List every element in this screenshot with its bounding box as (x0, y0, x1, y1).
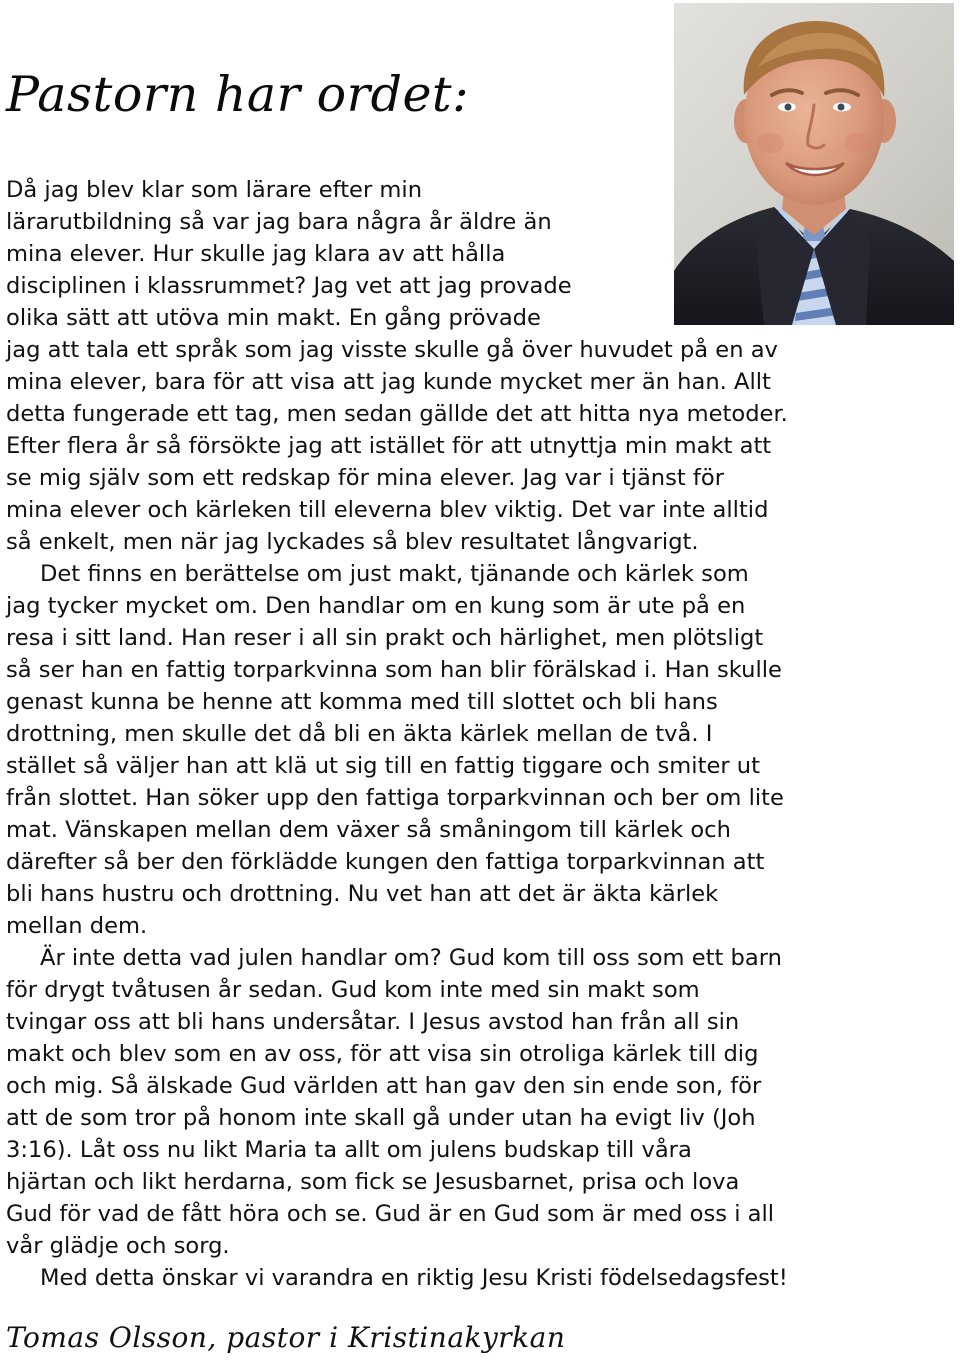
text-line: disciplinen i klassrummet? Jag vet att jag provade (6, 273, 572, 299)
text-line: tvingar oss att bli hans undersåtar. I Jesus avstod han från all sin (6, 1009, 740, 1035)
page-title: Pastorn har ordet: (6, 66, 470, 123)
paragraph-4 (6, 1262, 954, 1294)
text-line: därefter så ber den förklädde kungen den fattiga torparkvinnan att (6, 849, 765, 875)
text-line: 3:16). Låt oss nu likt Maria ta allt om julens budskap till våra (6, 1137, 692, 1163)
text-line: mellan dem. (6, 913, 148, 939)
text-line: resa i sitt land. Han reser i all sin prakt och härlighet, men plötsligt (6, 625, 764, 651)
text-line: se mig själv som ett redskap för mina elever. Jag var i tjänst för (6, 465, 725, 491)
text-line: Med detta önskar vi varandra en riktig Jesu Kristi födelsedagsfest! (40, 1265, 788, 1291)
text-line: mat. Vänskapen mellan dem växer så småningom till kärlek och (6, 817, 731, 843)
text-line: så enkelt, men när jag lyckades så blev resultatet långvarigt. (6, 529, 699, 555)
article-body (6, 174, 954, 1294)
text-line: mina elever. Hur skulle jag klara av att hålla (6, 241, 506, 267)
author-signature: Tomas Olsson, pastor i Kristinakyrkan (6, 1321, 566, 1354)
text-line: bli hans hustru och drottning. Nu vet han att det är äkta kärlek (6, 881, 719, 907)
text-line: hjärtan och likt herdarna, som fick se Jesusbarnet, prisa och lova (6, 1169, 740, 1195)
text-line: Det finns en berättelse om just makt, tjänande och kärlek som (40, 561, 749, 587)
text-line: stället så väljer han att klä ut sig till en fattig tiggare och smiter ut (6, 753, 760, 779)
text-line: jag tycker mycket om. Den handlar om en kung som är ute på en (6, 593, 746, 619)
text-line: vår glädje och sorg. (6, 1233, 230, 1259)
text-line: för drygt tvåtusen år sedan. Gud kom inte med sin makt som (6, 977, 700, 1003)
text-line: Efter flera år så försökte jag att istället för att utnyttja min makt att (6, 433, 772, 459)
text-line: och mig. Så älskade Gud världen att han gav den sin ende son, för (6, 1073, 762, 1099)
text-line: lärarutbildning så var jag bara några år äldre än (6, 209, 552, 235)
text-line: att de som tror på honom inte skall gå under utan ha evigt liv (Joh (6, 1105, 756, 1131)
text-line: makt och blev som en av oss, för att visa sin otroliga kärlek till dig (6, 1041, 759, 1067)
text-line: jag att tala ett språk som jag visste skulle gå över huvudet på en av (6, 337, 778, 363)
text-line: Då jag blev klar som lärare efter min (6, 177, 423, 203)
text-line: Gud för vad de fått höra och se. Gud är en Gud som är med oss i all (6, 1201, 775, 1227)
text-line: från slottet. Han söker upp den fattiga torparkvinnan och ber om lite (6, 785, 784, 811)
text-line: drottning, men skulle det då bli en äkta kärlek mellan de två. I (6, 721, 713, 747)
paragraph-2 (6, 558, 954, 942)
text-line: mina elever, bara för att visa att jag kunde mycket mer än han. Allt (6, 369, 771, 395)
text-line: Är inte detta vad julen handlar om? Gud kom till oss som ett barn (40, 945, 782, 971)
text-line: olika sätt att utöva min makt. En gång prövade (6, 305, 541, 331)
text-line: så ser han en fattig torparkvinna som han blir förälskad i. Han skulle (6, 657, 782, 683)
text-line: genast kunna be henne att komma med till slottet och bli hans (6, 689, 718, 715)
text-line: mina elever och kärleken till eleverna blev viktig. Det var inte alltid (6, 497, 769, 523)
paragraph-3 (6, 942, 954, 1262)
text-line: detta fungerade ett tag, men sedan gällde det att hitta nya metoder. (6, 401, 788, 427)
paragraph-1 (6, 174, 954, 558)
